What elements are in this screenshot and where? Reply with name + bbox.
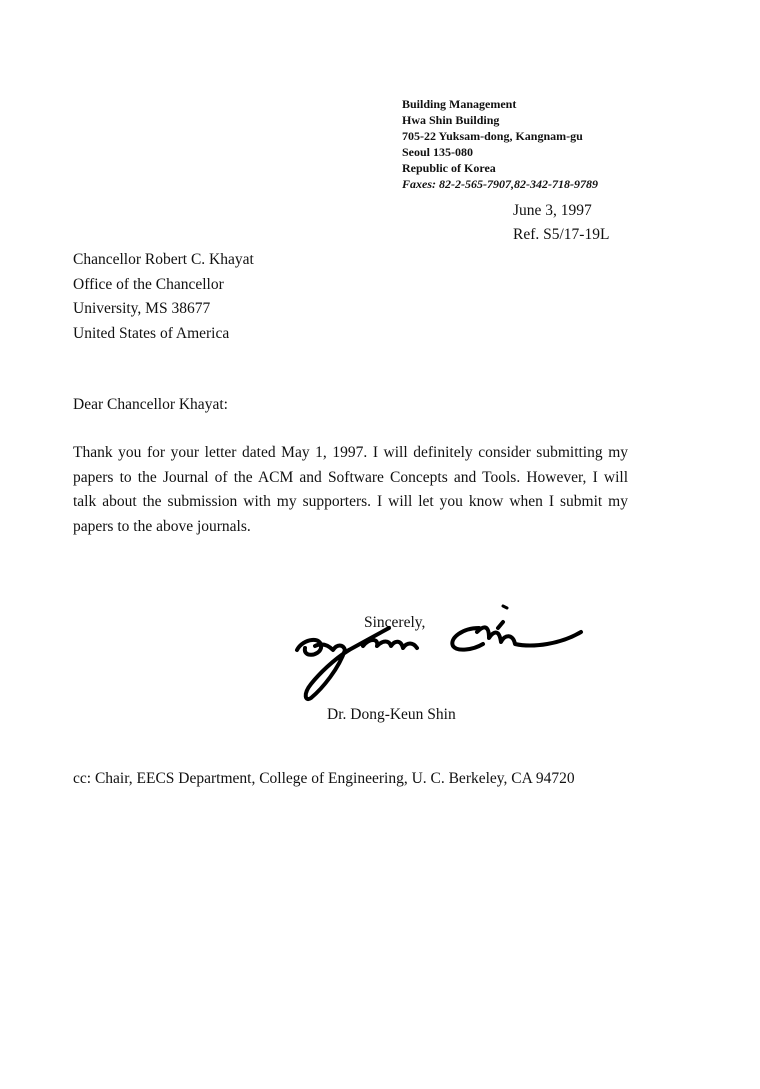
body-line: talk about the submission with my supporters. I will let you know when I submit my [73, 493, 628, 510]
letter-meta [513, 199, 609, 247]
signature-dot [503, 606, 507, 608]
letterhead-line: Republic of Korea [402, 161, 496, 175]
body-line: Thank you for your letter dated May 1, 1997. I will definitely consider submitting my [73, 444, 628, 461]
body-line: papers to the above journals. [73, 517, 251, 535]
signature-stroke [452, 622, 581, 650]
letterhead-line: Hwa Shin Building [402, 113, 500, 127]
body-line: papers to the Journal of the ACM and Software Concepts and Tools. However, I will [73, 468, 628, 486]
recipient-line: United States of America [73, 324, 230, 342]
letterhead-faxes: Faxes: 82-2-565-7907,82-342-718-9789 [402, 177, 598, 191]
recipient-line: Chancellor Robert C. Khayat [73, 251, 254, 268]
letter-body [73, 441, 628, 539]
signature-stroke [297, 640, 349, 699]
signer-name: Dr. Dong-Keun Shin [327, 706, 456, 723]
handwritten-signature [293, 598, 585, 708]
letterhead-line: 705-22 Yuksam-dong, Kangnam-gu [402, 129, 583, 143]
closing: Sincerely, [364, 614, 426, 631]
letterhead [402, 96, 598, 192]
cc-line: cc: Chair, EECS Department, College of Engineering, U. C. Berkeley, CA 94720 [73, 770, 575, 787]
letter-reference: Ref. S5/17-19L [513, 226, 610, 243]
recipient-line: Office of the Chancellor [73, 275, 224, 293]
recipient-address [73, 248, 254, 346]
recipient-line: University, MS 38677 [73, 300, 211, 317]
letterhead-line: Building Management [402, 97, 517, 111]
signature-stroke [349, 628, 417, 650]
letterhead-line: Seoul 135-080 [402, 145, 474, 159]
salutation: Dear Chancellor Khayat: [73, 396, 228, 413]
letter-date: June 3, 1997 [513, 202, 592, 219]
